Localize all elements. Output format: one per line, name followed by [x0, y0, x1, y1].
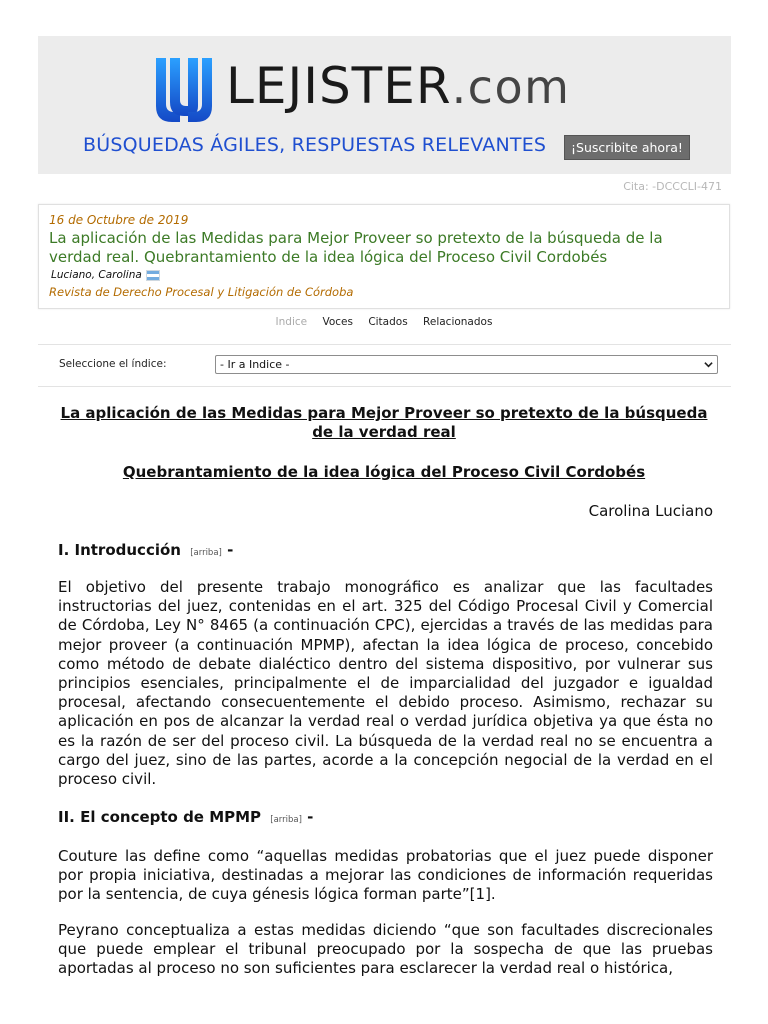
index-select-value: - Ir a Indice -	[220, 358, 290, 371]
paragraph: El objetivo del presente trabajo monográfico es analizar que las facultades instructorias del juez, contenidas en el art. 325 del Código Procesal Civil y Comercial de Córdoba, Ley N° 8465 (a continuación CPC), ejercidas a través de las medidas para mejor proveer (a continuación MPMP), afectan la idea lógica de proceso, concebido como método de debate dialéctico dentro del sistema dispositivo, por vulnerar sus principios esenciales, principalmente el de imparcialidad del juzgador e igualdad procesal, afectando consecuentemente el debido proceso. Asimismo, rechazar su aplicación en pos de alcanzar la verdad real o verdad jurídica objetiva ya que ésta no es la razón de ser del proceso civil. La búsqueda de la verdad real no se encuentra a cargo del juez, sino de las partes, acorde a la concepción negocial de la verdad en el proceso civil.	[58, 578, 713, 789]
paragraph: Peyrano conceptualiza a estas medidas diciendo “que son facultades discrecionales que puede emplear el tribunal preocupado por la sospecha de que las pruebas aportadas al proceso no son suficientes para esclarecer la verdad real o histórica,	[58, 921, 713, 978]
article-metadata-box	[38, 204, 730, 309]
lejister-logo-icon	[152, 54, 216, 126]
back-to-top-link[interactable]: [arriba]	[270, 815, 302, 825]
paragraph: Couture las define como “aquellas medidas probatorias que el juez puede disponer por propia iniciativa, destinadas a mejorar las condiciones de información requeridas por la sentencia, de cuya génesis lógica forman parte”[1].	[58, 847, 713, 904]
journal-name[interactable]: Revista de Derecho Procesal y Litigación de Córdoba	[49, 285, 354, 299]
section-heading-text: I. Introducción	[58, 541, 181, 559]
banner-tagline: BÚSQUEDAS ÁGILES, RESPUESTAS RELEVANTES	[83, 134, 547, 156]
divider	[38, 344, 731, 345]
document-author: Carolina Luciano	[588, 502, 713, 520]
article-date: 16 de Octubre de 2019	[49, 213, 189, 227]
back-to-top-link[interactable]: [arriba]	[190, 548, 222, 558]
tab-voces[interactable]: Voces	[322, 316, 353, 328]
lejister-banner[interactable]	[38, 36, 731, 174]
article-title[interactable]: La aplicación de las Medidas para Mejor Proveer so pretexto de la búsqueda de la verdad real. Quebrantamiento de la idea lógica del Proceso Civil Cordobés	[49, 229, 663, 266]
document-subtitle: Quebrantamiento de la idea lógica del Proceso Civil Cordobés	[122, 463, 646, 481]
section-heading-text: II. El concepto de MPMP	[58, 808, 262, 826]
argentina-flag-icon	[146, 270, 160, 281]
citation-id: Cita: -DCCCLI-471	[623, 180, 722, 193]
subscribe-button[interactable]: ¡Suscribite ahora!	[564, 135, 690, 160]
article-tabs	[0, 316, 768, 328]
chevron-down-icon	[704, 360, 713, 369]
logo-main-text: LEJISTER	[226, 57, 452, 115]
lejister-logo-text	[226, 50, 570, 123]
tab-relacionados[interactable]: Relacionados	[423, 316, 493, 328]
tab-citados[interactable]: Citados	[368, 316, 408, 328]
index-select-label: Seleccione el índice:	[59, 358, 167, 370]
author-name[interactable]: Luciano, Carolina	[51, 269, 142, 281]
tab-indice[interactable]: Indice	[275, 316, 308, 328]
article-author[interactable]	[51, 269, 160, 281]
section-heading	[58, 808, 313, 826]
index-select[interactable]	[215, 355, 718, 374]
logo-suffix-text: .com	[451, 60, 571, 114]
section-heading	[58, 541, 233, 559]
divider	[38, 386, 731, 387]
section-heading-suffix: -	[307, 808, 314, 826]
document-title: La aplicación de las Medidas para Mejor Proveer so pretexto de la búsqueda de la verdad real	[60, 404, 708, 441]
section-heading-suffix: -	[227, 541, 234, 559]
